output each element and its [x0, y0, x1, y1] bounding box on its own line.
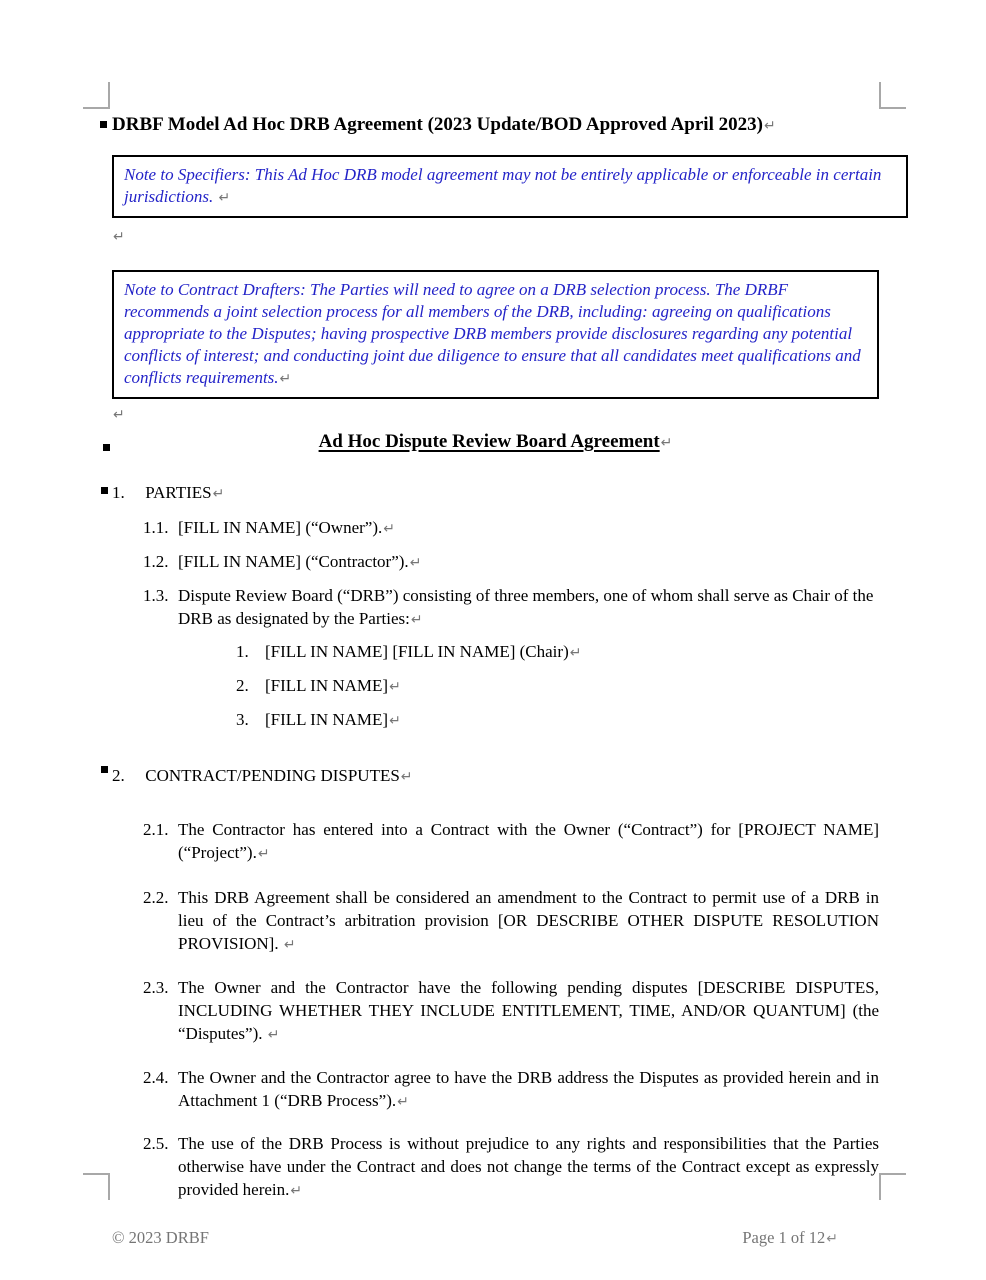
paragraph-mark: ↵: [389, 679, 401, 695]
clause-number: 1.3.: [143, 586, 169, 605]
clause-text: The Owner and the Contractor agree to have the DRB address the Disputes as provided herein and in Attachment 1 (“DRB Process”).: [178, 1068, 879, 1110]
paragraph-mark: ↵: [113, 229, 125, 245]
keep-with-next-marker: [103, 444, 110, 451]
section-1-title: PARTIES: [145, 483, 212, 502]
page-number-area: [742, 1226, 838, 1251]
paragraph-mark: ↵: [257, 846, 270, 862]
board-member-text: [FILL IN NAME] [FILL IN NAME] (Chair): [265, 642, 569, 661]
clause-2-3: [112, 976, 879, 1047]
section-2-number: 2.: [112, 766, 125, 785]
agreement-main-heading-text: Ad Hoc Dispute Review Board Agreement: [318, 431, 660, 452]
text-boundary-mark-top-right: [879, 82, 906, 109]
list-number: 1.: [236, 642, 249, 661]
clause-text: The Owner and the Contractor have the following pending disputes [DESCRIBE DISPUTES, INCLUDING WHETHER THEY INCLUDE ENTITLEMENT, TIME, AND/OR QUANTUM] (the “Disputes”).: [178, 978, 879, 1043]
paragraph-mark: ↵: [826, 1231, 838, 1247]
section-2-title: CONTRACT/PENDING DISPUTES: [145, 766, 400, 785]
text-boundary-mark-bottom-left: [83, 1173, 110, 1200]
clause-1-1: [112, 516, 879, 541]
paragraph-mark: ↵: [283, 937, 296, 953]
note-to-specifiers-text: Note to Specifiers: This Ad Hoc DRB model agreement may not be entirely applicable or enforceable in certain jurisdictions.: [124, 165, 882, 206]
paragraph-mark: ↵: [660, 435, 673, 451]
clause-number: 1.2.: [143, 552, 169, 571]
paragraph-mark: ↵: [290, 1183, 303, 1199]
clause-number: 2.2.: [143, 888, 169, 907]
document-body: [112, 113, 882, 1203]
clause-number: 1.1.: [143, 518, 169, 537]
board-member-text: [FILL IN NAME]: [265, 676, 389, 695]
clause-text: This DRB Agreement shall be considered an amendment to the Contract to permit use of a DRB in lieu of the Contract’s arbitration provision [OR DESCRIBE OTHER DISPUTE RESOLUTION PROVISION].: [178, 888, 879, 953]
note-to-contract-drafters-box: [112, 270, 879, 399]
board-member-text: [FILL IN NAME]: [265, 710, 389, 729]
paragraph-mark: ↵: [389, 713, 401, 729]
agreement-main-heading: [112, 429, 879, 456]
list-number: 2.: [236, 676, 249, 695]
note-to-specifiers-box: [112, 155, 908, 218]
paragraph-mark: ↵: [212, 486, 225, 502]
paragraph-mark: ↵: [267, 1027, 280, 1043]
clause-1-3: [112, 584, 879, 632]
paragraph-mark: ↵: [763, 118, 776, 134]
text-boundary-mark-top-left: [83, 82, 110, 109]
keep-with-next-marker: [100, 121, 107, 128]
section-1-number: 1.: [112, 483, 125, 502]
keep-with-next-marker: [101, 766, 108, 773]
list-number: 3.: [236, 710, 249, 729]
empty-paragraph: [112, 224, 879, 249]
paragraph-mark: ↵: [409, 555, 422, 571]
paragraph-mark: ↵: [218, 190, 231, 206]
paragraph-mark: ↵: [410, 612, 423, 628]
clause-number: 2.4.: [143, 1068, 169, 1087]
text-boundary-mark-bottom-right: [879, 1173, 906, 1200]
clause-text: The use of the DRB Process is without prejudice to any rights and responsibilities that the Parties otherwise have under the Contract and does not change the terms of the Contract except as expressly provided herein.: [178, 1134, 879, 1199]
clause-2-2: [112, 886, 879, 957]
clause-2-5: [112, 1132, 879, 1203]
empty-paragraph: [112, 402, 879, 427]
note-to-contract-drafters-text: Note to Contract Drafters: The Parties will need to agree on a DRB selection process. The DRBF recommends a joint selection process for all members of the DRB, including: agreeing on qualifications appropriate to the Disputes; having prospective DRB members provide disclosures regarding any potential conflicts of interest; and conducting joint due diligence to ensure that all candidates meet qualifications and conflicts requirements.: [124, 280, 861, 387]
document-title: [112, 113, 879, 138]
page-number: Page 1 of 12: [742, 1228, 826, 1247]
clause-number: 2.1.: [143, 820, 169, 839]
clause-2-1: [112, 818, 879, 866]
clause-text: [FILL IN NAME] (“Owner”).: [178, 518, 383, 537]
clause-1-2: [112, 550, 879, 575]
clause-2-4: [112, 1066, 879, 1114]
paragraph-mark: ↵: [279, 371, 292, 387]
clause-number: 2.5.: [143, 1134, 169, 1153]
clause-text: [FILL IN NAME] (“Contractor”).: [178, 552, 409, 571]
clause-text: The Contractor has entered into a Contract with the Owner (“Contract”) for [PROJECT NAME] (“Project”).: [178, 820, 879, 862]
section-2-heading: [112, 764, 879, 789]
board-member-3: [112, 708, 879, 733]
paragraph-mark: ↵: [383, 521, 395, 537]
clause-text: Dispute Review Board (“DRB”) consisting of three members, one of whom shall serve as Chair of the DRB as designated by the Parties:: [178, 586, 874, 628]
paragraph-mark: ↵: [397, 1094, 409, 1110]
board-member-2: [112, 674, 879, 699]
paragraph-mark: ↵: [569, 645, 582, 661]
paragraph-mark: ↵: [113, 407, 125, 423]
paragraph-mark: ↵: [400, 769, 413, 785]
section-1-heading: [112, 481, 879, 506]
keep-with-next-marker: [101, 487, 108, 494]
document-title-text: DRBF Model Ad Hoc DRB Agreement (2023 Update/BOD Approved April 2023): [112, 114, 763, 135]
copyright-notice: © 2023 DRBF: [112, 1228, 209, 1247]
page-footer: [112, 1226, 838, 1251]
clause-number: 2.3.: [143, 978, 169, 997]
board-member-1: [112, 640, 879, 665]
